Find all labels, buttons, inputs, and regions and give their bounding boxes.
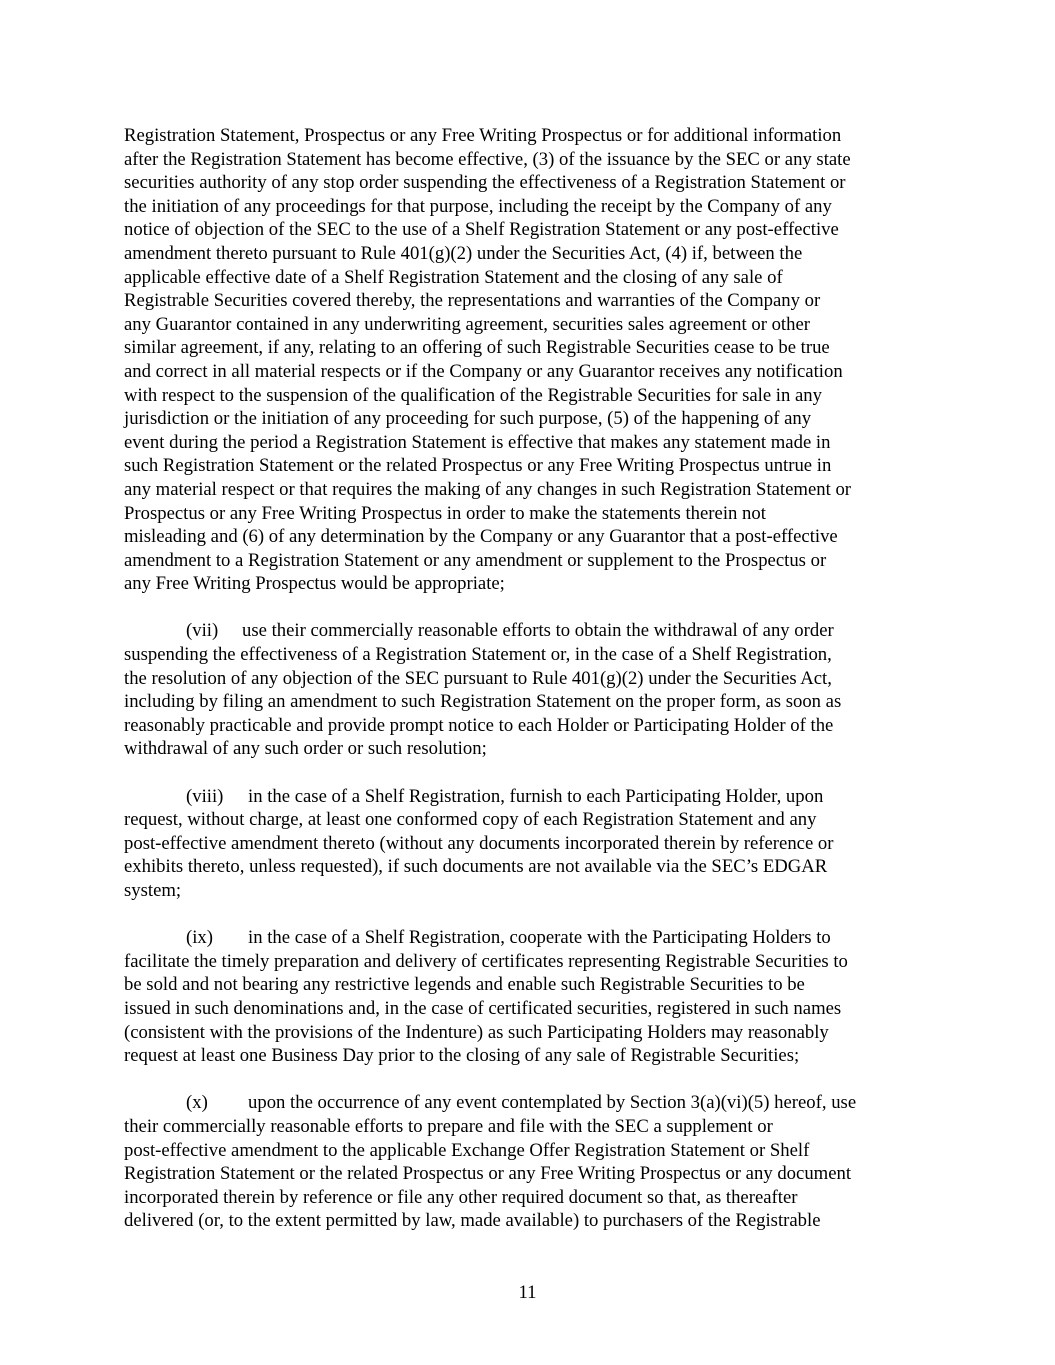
- clause-vii: [124, 619, 936, 761]
- clause-first-line: [124, 926, 936, 950]
- clause-first-line: [124, 619, 936, 643]
- page-number: 11: [518, 1282, 537, 1303]
- clause-marker: (vii): [186, 620, 219, 642]
- text-line: issued in such denominations and, in the case of certificated securities, registered in such names: [124, 997, 842, 1019]
- text-line: Registrable Securities covered thereby, the representations and warranties of the Company or: [124, 290, 821, 312]
- text-line: in the case of a Shelf Registration, furnish to each Participating Holder, upon: [248, 785, 824, 807]
- clause-marker: (x): [186, 1092, 208, 1114]
- document-page: [124, 124, 936, 1257]
- text-line: with respect to the suspension of the qualification of the Registrable Securities for sale in any: [124, 384, 822, 406]
- clause-first-line: [124, 785, 936, 809]
- text-line: request, without charge, at least one conformed copy of each Registration Statement and any: [124, 809, 817, 831]
- text-line: system;: [124, 880, 182, 901]
- text-line: securities authority of any stop order suspending the effectiveness of a Registration Statement or: [124, 172, 846, 194]
- text-line: and correct in all material respects or if the Company or any Guarantor receives any notification: [124, 360, 843, 382]
- clause-first-line: [124, 1091, 936, 1115]
- text-line: Registration Statement, Prospectus or any Free Writing Prospectus or for additional information: [124, 125, 842, 146]
- text-line: incorporated therein by reference or file any other required document so that, as thereafter: [124, 1186, 798, 1208]
- text-line: Registration Statement or the related Prospectus or any Free Writing Prospectus or any document: [124, 1163, 852, 1185]
- text-line: their commercially reasonable efforts to prepare and file with the SEC a supplement or: [124, 1115, 773, 1137]
- text-line: exhibits thereto, unless requested), if such documents are not available via the SEC’s EDGAR: [124, 856, 828, 878]
- clause-viii: [124, 785, 936, 903]
- clause-marker: (ix): [186, 927, 213, 949]
- text-line: after the Registration Statement has become effective, (3) of the issuance by the SEC or any state: [124, 148, 851, 170]
- text-line: withdrawal of any such order or such resolution;: [124, 738, 487, 760]
- text-line: upon the occurrence of any event contemplated by Section 3(a)(vi)(5) hereof, use: [248, 1092, 857, 1114]
- text-line: applicable effective date of a Shelf Registration Statement and the closing of any sale of: [124, 266, 783, 288]
- text-line: Prospectus or any Free Writing Prospectus in order to make the statements therein not: [124, 502, 766, 524]
- text-line: the initiation of any proceedings for that purpose, including the receipt by the Company of any: [124, 195, 832, 217]
- text-line: use their commercially reasonable efforts to obtain the withdrawal of any order: [242, 620, 834, 642]
- text-line: amendment to a Registration Statement or any amendment or supplement to the Prospectus or: [124, 549, 827, 571]
- clause-ix: [124, 926, 936, 1068]
- text-line: jurisdiction or the initiation of any proceeding for such purpose, (5) of the happening of any: [124, 408, 812, 430]
- text-line: reasonably practicable and provide prompt notice to each Holder or Participating Holder of the: [124, 714, 834, 736]
- text-line: facilitate the timely preparation and delivery of certificates representing Registrable Securities to: [124, 950, 848, 972]
- text-line: similar agreement, if any, relating to an offering of such Registrable Securities cease to be true: [124, 337, 830, 359]
- text-line: be sold and not bearing any restrictive legends and enable such Registrable Securities to be: [124, 974, 805, 996]
- text-line: request at least one Business Day prior to the closing of any sale of Registrable Securities;: [124, 1045, 800, 1067]
- text-line: notice of objection of the SEC to the use of a Shelf Registration Statement or any post-effective: [124, 219, 839, 241]
- text-line: such Registration Statement or the related Prospectus or any Free Writing Prospectus untrue in: [124, 455, 832, 477]
- text-line: delivered (or, to the extent permitted by law, made available) to purchasers of the Registrable: [124, 1210, 821, 1232]
- text-line: amendment thereto pursuant to Rule 401(g)(2) under the Securities Act, (4) if, between the: [124, 242, 803, 264]
- text-line: including by filing an amendment to such Registration Statement on the proper form, as soon as: [124, 691, 842, 713]
- text-line: event during the period a Registration Statement is effective that makes any statement made in: [124, 431, 831, 453]
- text-line: any Free Writing Prospectus would be appropriate;: [124, 573, 505, 595]
- text-line: post-effective amendment thereto (without any documents incorporated therein by reference or: [124, 832, 834, 854]
- text-line: misleading and (6) of any determination by the Company or any Guarantor that a post-effective: [124, 526, 838, 548]
- continuation-paragraph: [124, 124, 936, 596]
- text-line: in the case of a Shelf Registration, cooperate with the Participating Holders to: [248, 927, 831, 949]
- clause-marker: (viii): [186, 785, 224, 807]
- clause-x: [124, 1091, 936, 1233]
- text-line: the resolution of any objection of the SEC pursuant to Rule 401(g)(2) under the Securities Act,: [124, 667, 832, 689]
- text-line: any Guarantor contained in any underwriting agreement, securities sales agreement or other: [124, 313, 810, 335]
- text-line: post-effective amendment to the applicable Exchange Offer Registration Statement or Shelf: [124, 1139, 810, 1161]
- text-line: any material respect or that requires the making of any changes in such Registration Statement or: [124, 478, 852, 500]
- text-line: suspending the effectiveness of a Registration Statement or, in the case of a Shelf Registration,: [124, 644, 832, 666]
- text-line: (consistent with the provisions of the Indenture) as such Participating Holders may reasonably: [124, 1021, 829, 1043]
